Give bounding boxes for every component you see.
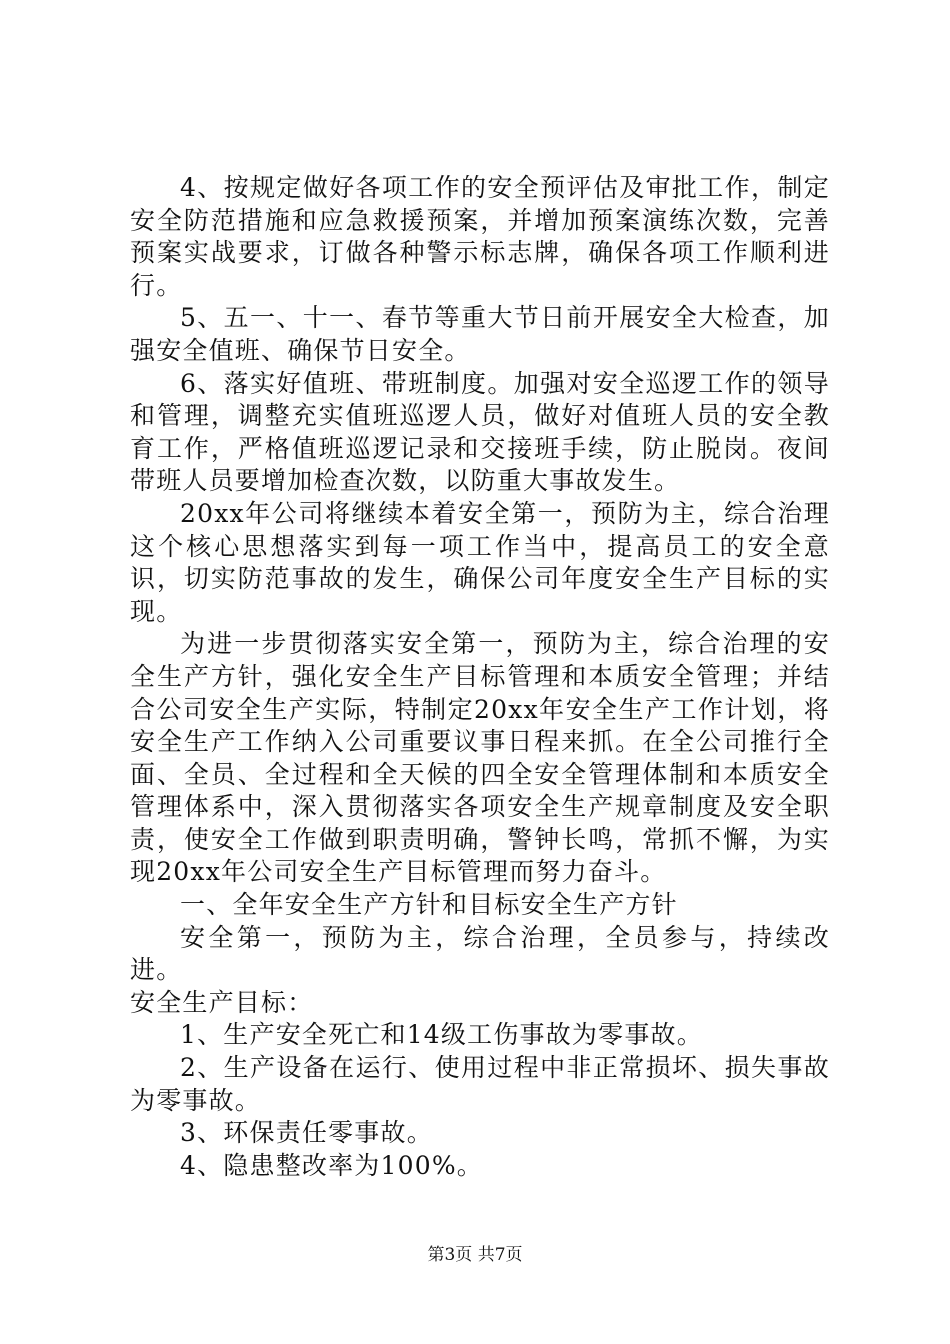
paragraph: 安全生产目标： [130, 987, 314, 1017]
section-heading: 一、全年安全生产方针和目标安全生产方针 [180, 890, 678, 920]
paragraph: 安全第一，预防为主，综合治理，全员参与，持续改进。 [130, 922, 830, 985]
paragraph: 6、落实好值班、带班制度。加强对安全巡逻工作的领导和管理，调整充实值班巡逻人员，做好对值班人员的安全教育工作，严格值班巡逻记录和交接班手续，防止脱岗。夜间带班人员要增加检查次数，以防重大事故发生。 [130, 368, 830, 496]
paragraph: 为进一步贯彻落实安全第一，预防为主，综合治理的安全生产方针，强化安全生产目标管理和本质安全管理；并结合公司安全生产实际，特制定20xx年安全生产工作计划，将安全生产工作纳入公司重要议事日程来抓。在全公司推行全面、全员、全过程和全天候的四全安全管理体制和本质安全管理体系中，深入贯彻落实各项安全生产规章制度及安全职责，使安全工作做到职责明确，警钟长鸣，常抓不懈，为实现20xx年公司安全生产目标管理而努力奋斗。 [130, 629, 830, 887]
page-number: 第3页 共7页 [427, 1245, 523, 1265]
list-item: 2、生产设备在运行、使用过程中非正常损坏、损失事故为零事故。 [130, 1053, 830, 1115]
document-body [130, 172, 830, 1182]
list-item: 3、环保责任零事故。 [180, 1118, 433, 1148]
paragraph: 4、按规定做好各项工作的安全预评估及审批工作，制定安全防范措施和应急救援预案，并增加预案演练次数，完善预案实战要求，订做各种警示标志牌，确保各项工作顺利进行。 [130, 173, 830, 300]
list-item: 4、隐患整改率为100%。 [180, 1150, 483, 1180]
paragraph: 5、五一、十一、春节等重大节日前开展安全大检查，加强安全值班、确保节日安全。 [130, 303, 830, 365]
list-item: 1、生产安全死亡和14级工伤事故为零事故。 [180, 1020, 703, 1050]
paragraph: 20xx年公司将继续本着安全第一，预防为主，综合治理这个核心思想落实到每一项工作当中，提高员工的安全意识，切实防范事故的发生，确保公司年度安全生产目标的实现。 [130, 498, 830, 626]
